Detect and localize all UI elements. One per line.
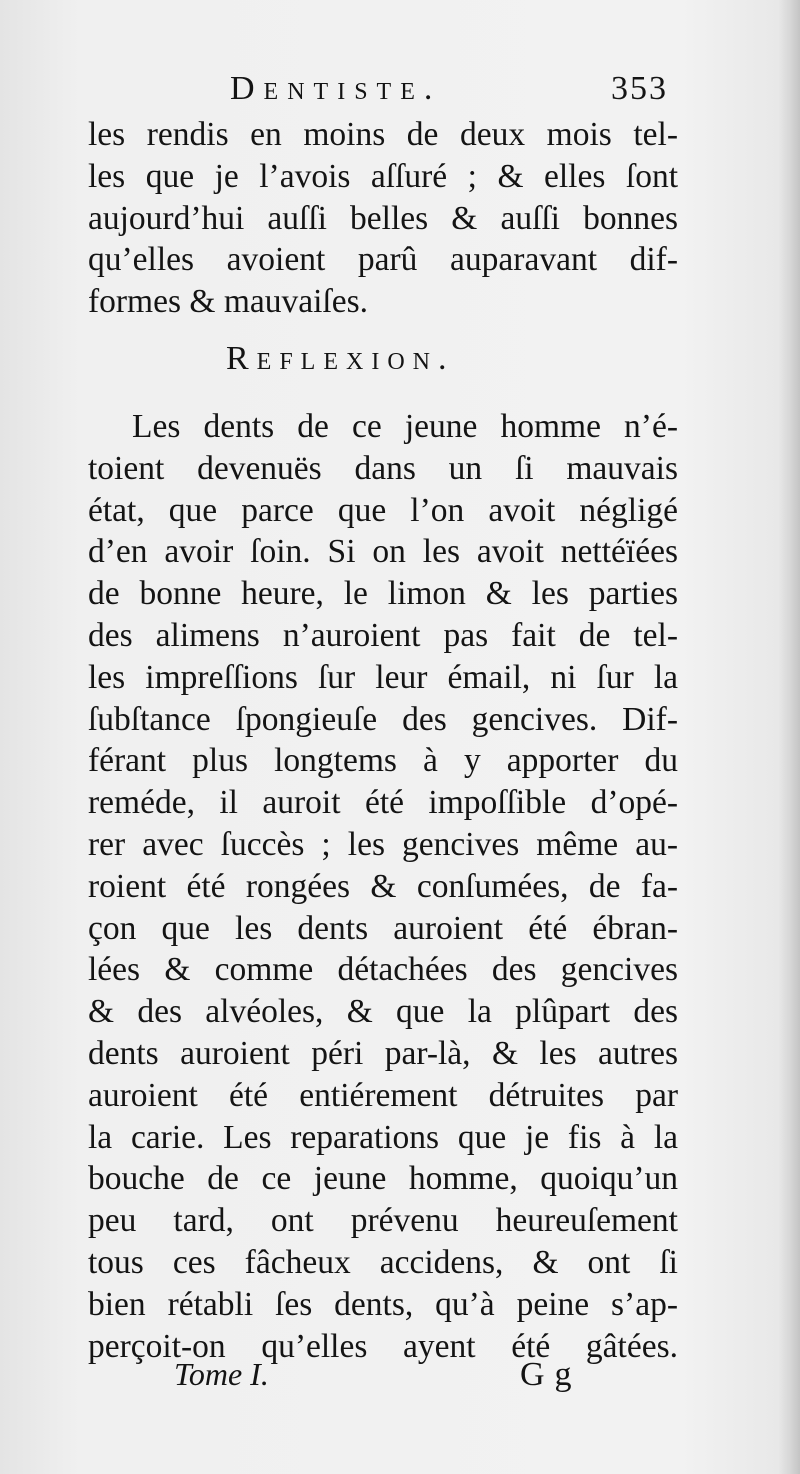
text-line: les rendis en moins de deux mois tel- [88,116,678,153]
text-line: ſubſtance ſpongieuſe des gencives. Dif- [88,700,678,738]
text-line: de bonne heure, le limon & les parties [88,575,678,613]
text-line: peu tard, ont prévenu heureuſement [88,1202,678,1240]
text-line: dents auroient péri par-là, & les autres [88,1034,678,1072]
text-line: les que je l’avois aſſuré ; & elles ſont [88,157,678,195]
volume-label: Tome I. [174,1356,269,1392]
running-head-title: Dentiste. [230,70,442,107]
text-line: perçoit-on qu’elles ayent été gâtées. [88,1327,678,1365]
signature-mark: Gg [520,1356,582,1393]
text-line: qu’elles avoient parû auparavant dif- [88,241,678,279]
text-line: roient été rongées & conſumées, de fa- [88,867,678,905]
text-line: lées & comme détachées des gencives [88,951,678,989]
paragraph-reflexion [88,406,678,1367]
text-line: toient devenuës dans un ſi mauvais [88,449,678,487]
text-line: Les dents de ce jeune homme n’é- [132,408,678,445]
text-line: la carie. Les reparations que je fis à la [88,1118,678,1156]
running-head [88,70,668,120]
text-line: tous ces fâcheux accidens, & ont ſi [88,1243,678,1281]
text-line: rer avec ſuccès ; les gencives même au- [88,825,678,863]
text-line: les impreſſions ſur leur émail, ni ſur la [88,658,678,696]
section-heading: Reflexion. [226,340,455,377]
page-edge-shadow [778,0,800,1474]
text-line: auroient été entiérement détruites par [88,1076,678,1114]
text-line: férant plus longtems à y apporter du [88,742,678,780]
text-line: d’en avoir ſoin. Si on les avoit nettéïées [88,533,678,571]
page-footer [174,1356,594,1404]
page-number: 353 [611,70,668,107]
text-line: formes & mauvaiſes. [88,283,369,321]
text-line: çon que les dents auroient été ébran- [88,909,678,947]
paragraph-continuation [88,114,678,323]
text-line: des alimens n’auroient pas fait de tel- [88,616,678,654]
text-line: reméde, il auroit été impoſſible d’opé- [88,784,678,822]
text-line: & des alvéoles, & que la plûpart des [88,993,678,1031]
text-line: état, que parce que l’on avoit négligé [88,491,678,529]
text-line: bouche de ce jeune homme, quoiqu’un [88,1160,678,1198]
text-line: bien rétabli ſes dents, qu’à peine s’ap- [88,1285,678,1323]
text-line: aujourd’hui auſſi belles & auſſi bonnes [88,199,678,237]
